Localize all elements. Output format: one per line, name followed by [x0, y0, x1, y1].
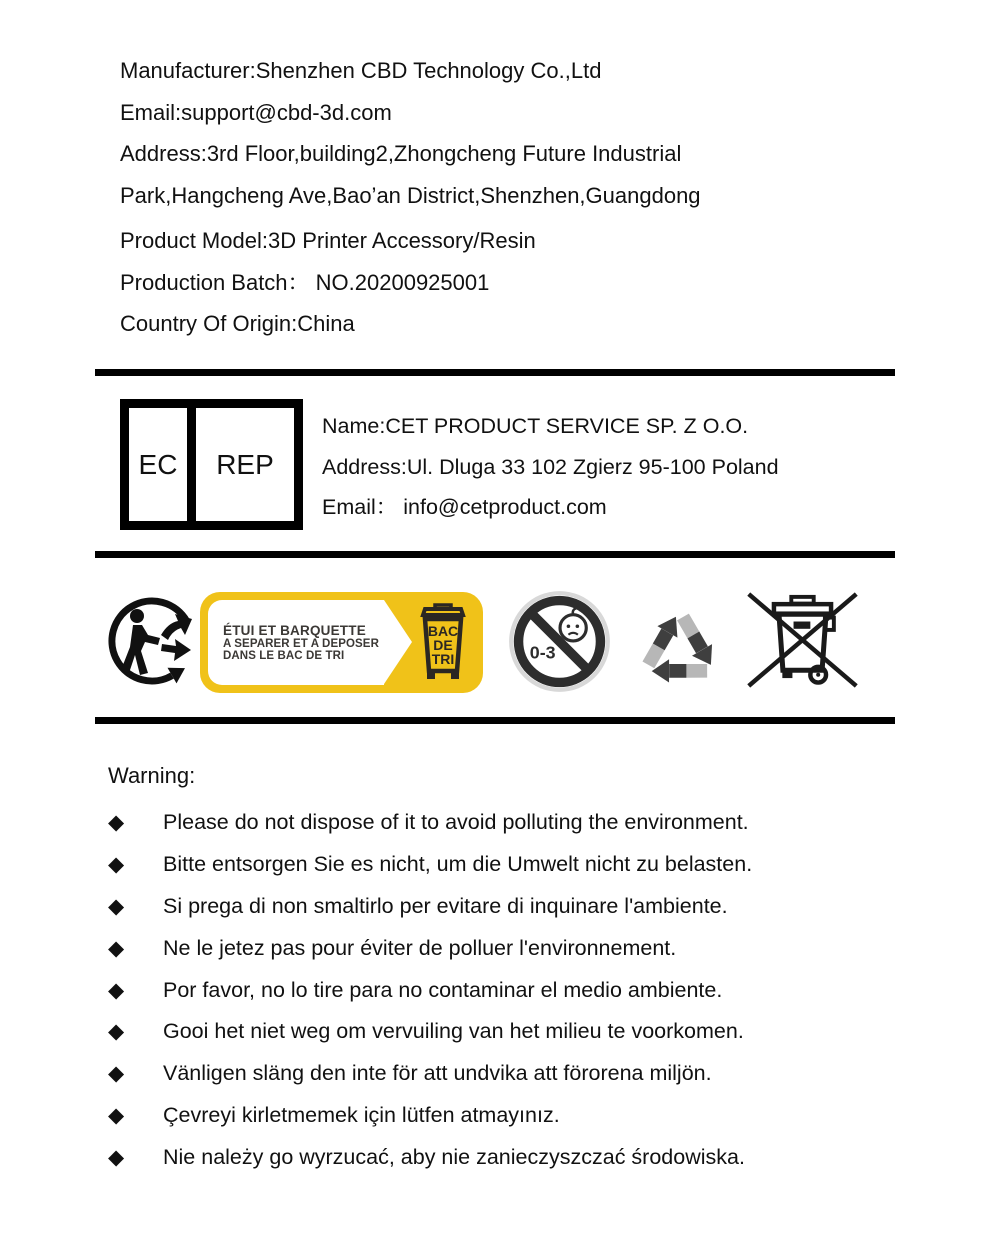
warning-item — [108, 844, 752, 886]
diamond-bullet-icon: ◆ — [108, 1103, 125, 1127]
diamond-bullet-icon: ◆ — [108, 978, 125, 1002]
warning-text: Nie należy go wyrzucać, aby nie zanieczyszczać środowiska. — [163, 1144, 745, 1169]
triman-sorting-info-label — [200, 592, 483, 693]
sorting-label-text — [208, 600, 384, 685]
warning-item — [108, 1011, 752, 1053]
triman-recycling-icon — [104, 589, 204, 699]
address-line-2: Park,Hangcheng Ave,Bao’an District,Shenzhen,Guangdong — [120, 182, 701, 208]
sorting-line-2: A SEPARER ET A DEPOSER — [223, 638, 379, 650]
age-warning-0-3-icon — [507, 589, 612, 699]
ec-rep-address: Address:Ul. Dluga 33 102 Zgierz 95-100 Poland — [322, 454, 779, 479]
bac-de-tri-bin-icon — [411, 601, 475, 690]
sorting-line-1: ÉTUI ET BARQUETTE — [223, 623, 366, 638]
country-of-origin-line: Country Of Origin:China — [120, 311, 355, 336]
divider-middle-1 — [95, 551, 895, 558]
bin-text-de: DE — [433, 637, 453, 653]
warning-item — [108, 1053, 752, 1095]
ec-rep-email: Email： info@cetproduct.com — [322, 495, 607, 519]
address-line-1: Address:3rd Floor,building2,Zhongcheng Future Industrial — [120, 141, 682, 166]
diamond-bullet-icon: ◆ — [108, 936, 125, 960]
warning-text: Vänligen släng den inte för att undvika att förorena miljön. — [163, 1061, 712, 1086]
diamond-bullet-icon: ◆ — [108, 853, 125, 877]
warning-item — [108, 1136, 752, 1178]
diamond-bullet-icon: ◆ — [108, 894, 125, 918]
product-model-line: Product Model:3D Printer Accessory/Resin — [120, 228, 536, 253]
diamond-bullet-icon: ◆ — [108, 1145, 125, 1169]
warning-item — [108, 802, 752, 844]
warning-item — [108, 1095, 752, 1137]
warning-text: Por favor, no lo tire para no contaminar el medio ambiente. — [163, 977, 723, 1002]
rep-cell: REP — [196, 408, 294, 521]
recycling-mobius-icon — [627, 590, 732, 700]
diamond-bullet-icon: ◆ — [108, 1062, 125, 1086]
warning-title: Warning: — [108, 763, 196, 788]
warning-text: Gooi het niet weg om vervuiling van het milieu te voorkomen. — [163, 1019, 744, 1044]
age-warning-text: 0-3 — [529, 642, 556, 663]
ec-rep-symbol — [120, 399, 303, 530]
warning-text: Çevreyi kirletmemek için lütfen atmayınız. — [163, 1102, 560, 1127]
warning-list — [108, 802, 752, 1178]
divider-middle-2 — [95, 717, 895, 724]
warning-item — [108, 969, 752, 1011]
ec-rep-info — [322, 406, 779, 528]
production-batch-line: Production Batch： NO.20200925001 — [120, 269, 490, 295]
warning-item — [108, 886, 752, 928]
email-line: Email:support@cbd-3d.com — [120, 99, 392, 125]
manufacturer-line: Manufacturer:Shenzhen CBD Technology Co.,Ltd — [120, 58, 602, 83]
weee-crossed-bin-icon — [740, 584, 865, 701]
warning-item — [108, 927, 752, 969]
bin-text-bac: BAC — [427, 623, 459, 639]
diamond-bullet-icon: ◆ — [108, 1020, 125, 1044]
ec-cell: EC — [129, 408, 187, 521]
warning-text: Bitte entsorgen Sie es nicht, um die Umwelt nicht zu belasten. — [163, 852, 753, 877]
divider-top — [95, 369, 895, 376]
diamond-bullet-icon: ◆ — [108, 811, 125, 835]
ec-rep-name: Name:CET PRODUCT SERVICE SP. Z O.O. — [322, 414, 749, 438]
bin-text-tri: TRI — [431, 651, 455, 667]
warning-text: Si prega di non smaltirlo per evitare di inquinare l'ambiente. — [163, 893, 728, 918]
warning-text: Ne le jetez pas pour éviter de polluer l'environnement. — [163, 935, 677, 960]
manufacturer-info — [120, 50, 701, 345]
warning-text: Please do not dispose of it to avoid polluting the environment. — [163, 810, 749, 835]
sorting-label-chevron — [384, 600, 412, 684]
sorting-line-3: DANS LE BAC DE TRI — [223, 650, 345, 662]
